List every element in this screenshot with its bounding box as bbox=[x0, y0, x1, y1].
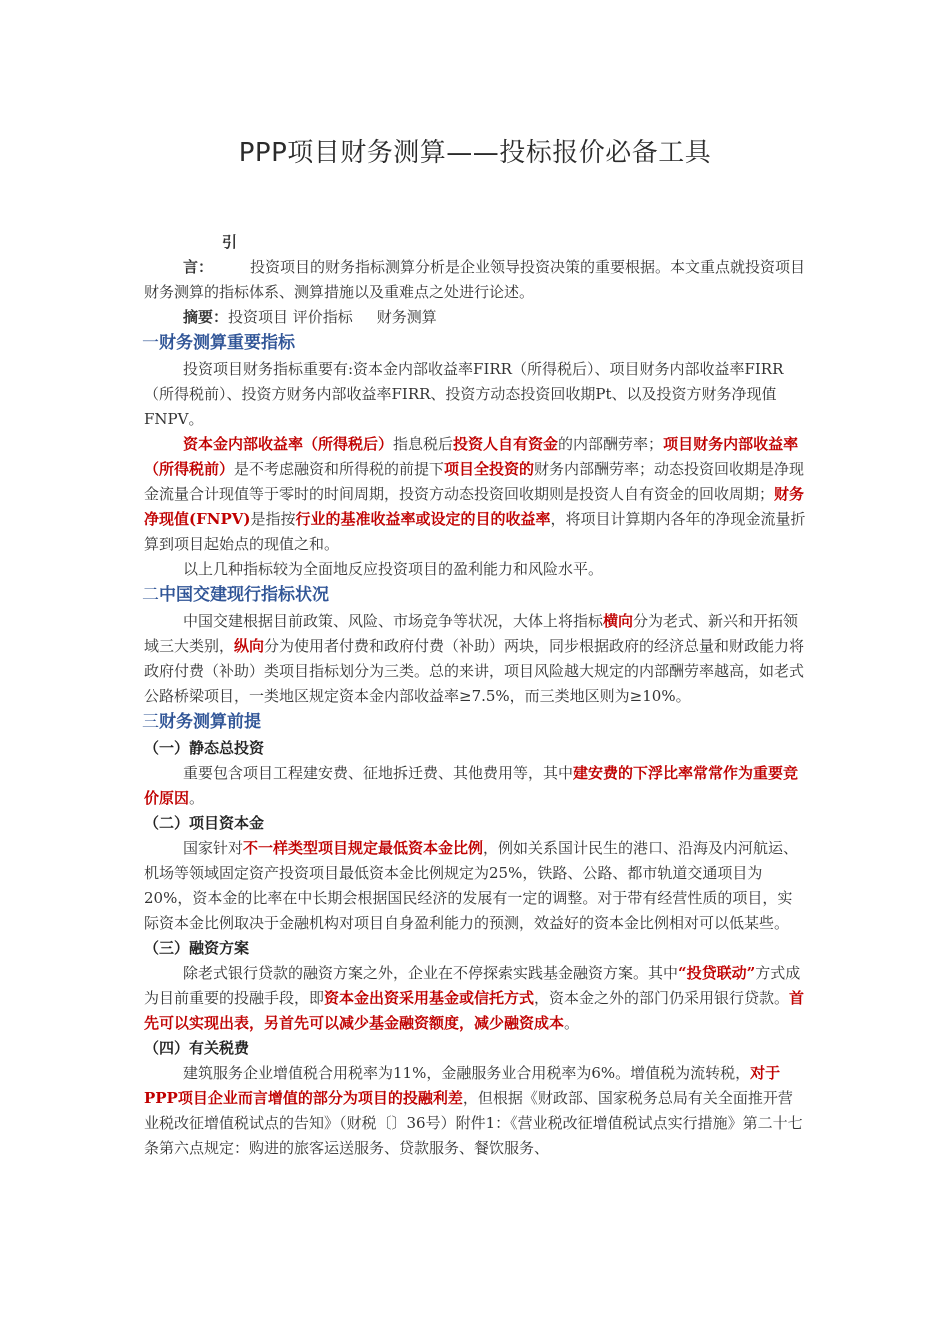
text-run: 方式成为目前重要的投融手段，即 bbox=[144, 964, 801, 1007]
text-run: 国家针对 bbox=[183, 839, 244, 857]
text-run: 建筑服务企业增值税合用税率为11%，金融服务业合用税率为6%。增值税为流转税， bbox=[183, 1064, 751, 1082]
highlight: 投资人自有资金 bbox=[453, 435, 559, 453]
subsection-1-paragraph bbox=[144, 761, 806, 811]
text-run: 中国交建根据目前政策、风险、市场竞争等状况，大体上将指标 bbox=[183, 612, 604, 630]
document-title: PPP项目财务测算——投标报价必备工具 bbox=[238, 138, 712, 168]
text-run: ，资本金之外的部门仍采用银行贷款。 bbox=[534, 989, 790, 1007]
subsection-2-heading: （二）项目资本金 bbox=[144, 814, 265, 832]
section-3-heading bbox=[142, 709, 806, 736]
subsection-3-heading: （三）融资方案 bbox=[144, 939, 250, 957]
section-1-number: 一 bbox=[142, 333, 159, 353]
text-run: 的内部酬劳率； bbox=[558, 435, 664, 453]
highlight: 项目财务内部收益率（所得税前） bbox=[144, 435, 799, 478]
text-run: 是指按 bbox=[250, 510, 296, 528]
highlight: 资本金内部收益率（所得税后） bbox=[183, 435, 394, 453]
intro-text: 投资项目的财务指标测算分析是企业领导投资决策的重要根据。本文重点就投资项目财务测算的指标体系、测算措施以及重难点之处进行论述。 bbox=[144, 258, 806, 301]
section-2-heading bbox=[142, 582, 806, 609]
section-2-title: 中国交建现行指标状况 bbox=[159, 585, 329, 605]
text-run: ，例如关系国计民生的港口、沿海及内河航运、机场等领域固定资产投资项目最低资本金比例规定为25%，铁路、公路、都市轨道交通项目为20%，资本金的比率在中长期会根据国民经济的发展有一定的调整。对于带有经营性质的项目，实际资本金比例取决于金融机构对项目自身盈利能力的预测，效益好的资本金比例相对可以低某些。 bbox=[144, 839, 799, 932]
section-1-title: 财务测算重要指标 bbox=[159, 333, 295, 353]
highlight: 不一样类型项目规定最低资本金比例 bbox=[243, 839, 484, 857]
highlight: 首先可以实现出表，另首先可以减少基金融资额度，减少融资成本 bbox=[144, 989, 805, 1032]
section-2-paragraph-1 bbox=[144, 609, 806, 709]
text-run: 是不考虑融资和所得税的前提下 bbox=[234, 460, 445, 478]
highlight: 建安费的下浮比率常常作为重要竞价原因 bbox=[144, 764, 799, 807]
text-run: ，但根据《财政部、国家税务总局有关全面推开营业税改征增值税试点的告知》（财税〔〕36号）附件1：《营业税改征增值税试点实行措施》第二十七条第六点规定：购进的旅客运送服务、贷款服务、餐饮服务、 bbox=[144, 1089, 803, 1157]
intro-paragraph bbox=[144, 230, 806, 305]
highlight: “投贷联动” bbox=[678, 964, 756, 982]
section-1-paragraph-1: 投资项目财务指标重要有:资本金内部收益率FIRR（所得税后）、项目财务内部收益率FIRR（所得税前）、投资方财务内部收益率FIRR、投资方动态投资回收期Pt、以及投资方财务净现值FNPV。 bbox=[144, 360, 784, 428]
abstract-keywords-2: 财务测算 bbox=[376, 308, 437, 326]
text-run: 除老式银行贷款的融资方案之外，企业在不停探索实践基金融资方案。其中 bbox=[183, 964, 679, 982]
highlight: 横向 bbox=[603, 612, 634, 630]
text-run: 重要包含项目工程建安费、征地拆迁费、其他费用等，其中 bbox=[183, 764, 574, 782]
abstract-keywords-1: 投资项目 评价指标 bbox=[228, 308, 353, 326]
section-3-number: 三 bbox=[142, 712, 159, 732]
highlight: 行业的基准收益率或设定的目的收益率 bbox=[295, 510, 551, 528]
text-run: 指息税后 bbox=[393, 435, 454, 453]
section-3-title: 财务测算前提 bbox=[159, 712, 261, 732]
subsection-2-paragraph bbox=[144, 836, 806, 936]
subsection-1-heading: （一）静态总投资 bbox=[144, 739, 265, 757]
text-run: 分为老式、新兴和开拓领域三大类别， bbox=[144, 612, 799, 655]
document-body bbox=[144, 230, 806, 1161]
text-run: 分为使用者付费和政府付费（补助）两块，同步根据政府的经济总量和财政能力将政府付费（补助）类项目指标划分为三类。总的来讲，项目风险越大规定的内部酬劳率越高，如老式公路桥梁项目，一类地区规定资本金内部收益率≥7.5%，而三类地区则为≥10%。 bbox=[144, 637, 805, 705]
text-run: 财务内部酬劳率；动态投资回收期是净现金流量合计现值等于零时的时间周期，投资方动态投资回收期则是投资人自有资金的回收周期； bbox=[144, 460, 805, 503]
highlight: 纵向 bbox=[234, 637, 265, 655]
intro-label: 引言： bbox=[183, 233, 238, 276]
highlight: 项目全投资的 bbox=[444, 460, 535, 478]
section-1-heading bbox=[142, 330, 806, 357]
text-run: 。 bbox=[189, 789, 205, 807]
section-2-number: 二 bbox=[142, 585, 159, 605]
section-1-paragraph-3: 以上几种指标较为全面地反应投资项目的盈利能力和风险水平。 bbox=[183, 560, 604, 578]
highlight: 对于PPP项目企业而言增值的部分为项目的投融利差 bbox=[144, 1064, 781, 1107]
abstract-paragraph bbox=[144, 305, 806, 330]
highlight: 财务净现值(FNPV) bbox=[144, 485, 805, 528]
highlight: 资本金出资采用基金或信托方式 bbox=[324, 989, 535, 1007]
subsection-3-paragraph bbox=[144, 961, 806, 1036]
text-run: 。 bbox=[564, 1014, 580, 1032]
section-1-paragraph-2 bbox=[144, 432, 806, 557]
subsection-4-paragraph bbox=[144, 1061, 806, 1161]
text-run: ，将项目计算期内各年的净现金流量折算到项目起始点的现值之和。 bbox=[144, 510, 806, 553]
abstract-label: 摘要： bbox=[183, 308, 229, 326]
subsection-4-heading: （四）有关税费 bbox=[144, 1039, 250, 1057]
